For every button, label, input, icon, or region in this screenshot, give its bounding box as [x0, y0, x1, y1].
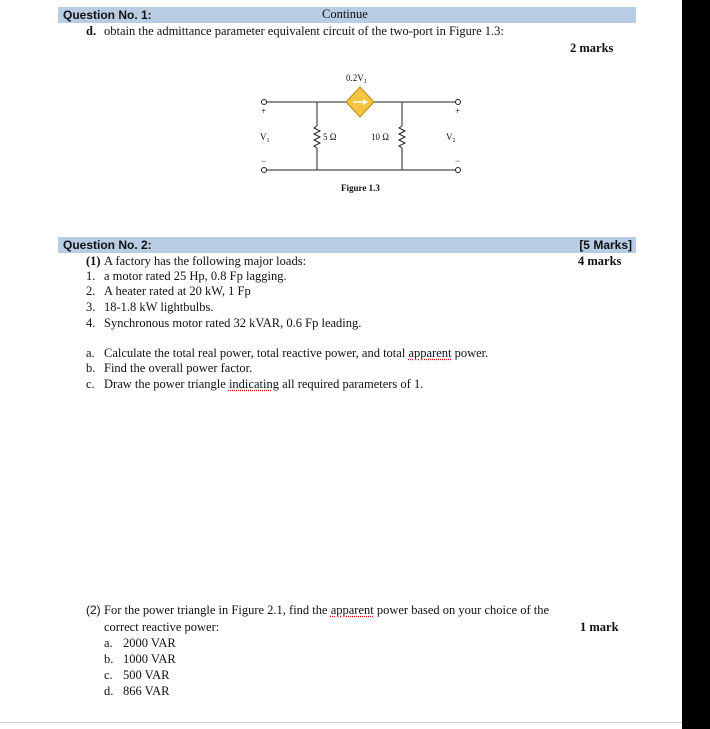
source-label: $0.2V_1$ [346, 73, 367, 85]
question-1-title: Question No. 1: [63, 8, 152, 22]
q1-part-label: d. [86, 24, 97, 38]
option-label: c. [104, 668, 113, 682]
q1-part-text: obtain the admittance parameter equivalent circuit of the two-port in Figure 1.3: [104, 24, 504, 38]
r1-label: 5 Ω [323, 132, 337, 142]
task-a-label: a. [86, 346, 95, 360]
v1-label: $V_1$ [260, 132, 270, 144]
minus-right: − [455, 156, 461, 166]
load-text: A heater rated at 20 kW, 1 Fp [104, 284, 251, 298]
terminal-bottom-left [262, 168, 267, 173]
load-text: Synchronous motor rated 32 kVAR, 0.6 Fp leading. [104, 316, 362, 330]
load-num: 3. [86, 300, 96, 314]
option-text: 500 VAR [123, 668, 170, 682]
minus-left: − [261, 156, 267, 166]
terminal-top-right [456, 100, 461, 105]
option-label: d. [104, 684, 114, 698]
task-c-label: c. [86, 377, 95, 391]
page-bottom-divider [0, 722, 682, 723]
p2-label: (2) [86, 603, 101, 617]
p1-marks: 4 marks [578, 254, 622, 268]
terminal-top-left [262, 100, 267, 105]
p2-text: For the power triangle in Figure 2.1, find the apparent power based on your choice of the [104, 603, 550, 617]
option-label: a. [104, 636, 113, 650]
load-num: 2. [86, 284, 96, 298]
question-2-marks: [5 Marks] [579, 238, 632, 252]
option-text: 1000 VAR [123, 652, 176, 666]
task-a-text: Calculate the total real power, total reactive power, and total apparent power. [104, 346, 489, 360]
question-1-header [58, 7, 636, 23]
p1-label: (1) [86, 254, 101, 268]
resistor-5-ohm [314, 126, 320, 148]
p2-marks: 1 mark [580, 620, 619, 634]
circuit-figure [240, 60, 480, 195]
question-2-header [58, 237, 636, 253]
continue-label: Continue [322, 7, 368, 21]
task-b-label: b. [86, 361, 96, 375]
figure-caption: Figure 1.3 [341, 183, 380, 193]
plus-left: + [261, 106, 267, 116]
p1-text: A factory has the following major loads: [104, 254, 307, 268]
question-2-title: Question No. 2: [63, 238, 152, 252]
option-text: 866 VAR [123, 684, 170, 698]
task-c-text: Draw the power triangle indicating all required parameters of 1. [104, 377, 424, 391]
q1-marks: 2 marks [570, 41, 614, 55]
terminal-bottom-right [456, 168, 461, 173]
load-num: 1. [86, 269, 96, 283]
p2-text-line2: correct reactive power: [104, 620, 220, 634]
load-num: 4. [86, 316, 96, 330]
resistor-10-ohm [399, 126, 405, 148]
v2-label: $V_2$ [446, 132, 456, 144]
r2-label: 10 Ω [371, 132, 389, 142]
option-text: 2000 VAR [123, 636, 176, 650]
plus-right: + [455, 106, 461, 116]
task-b-text: Find the overall power factor. [104, 361, 253, 375]
load-text: a motor rated 25 Hp, 0.8 Fp lagging. [104, 269, 287, 283]
option-label: b. [104, 652, 114, 666]
load-text: 18-1.8 kW lightbulbs. [104, 300, 214, 314]
